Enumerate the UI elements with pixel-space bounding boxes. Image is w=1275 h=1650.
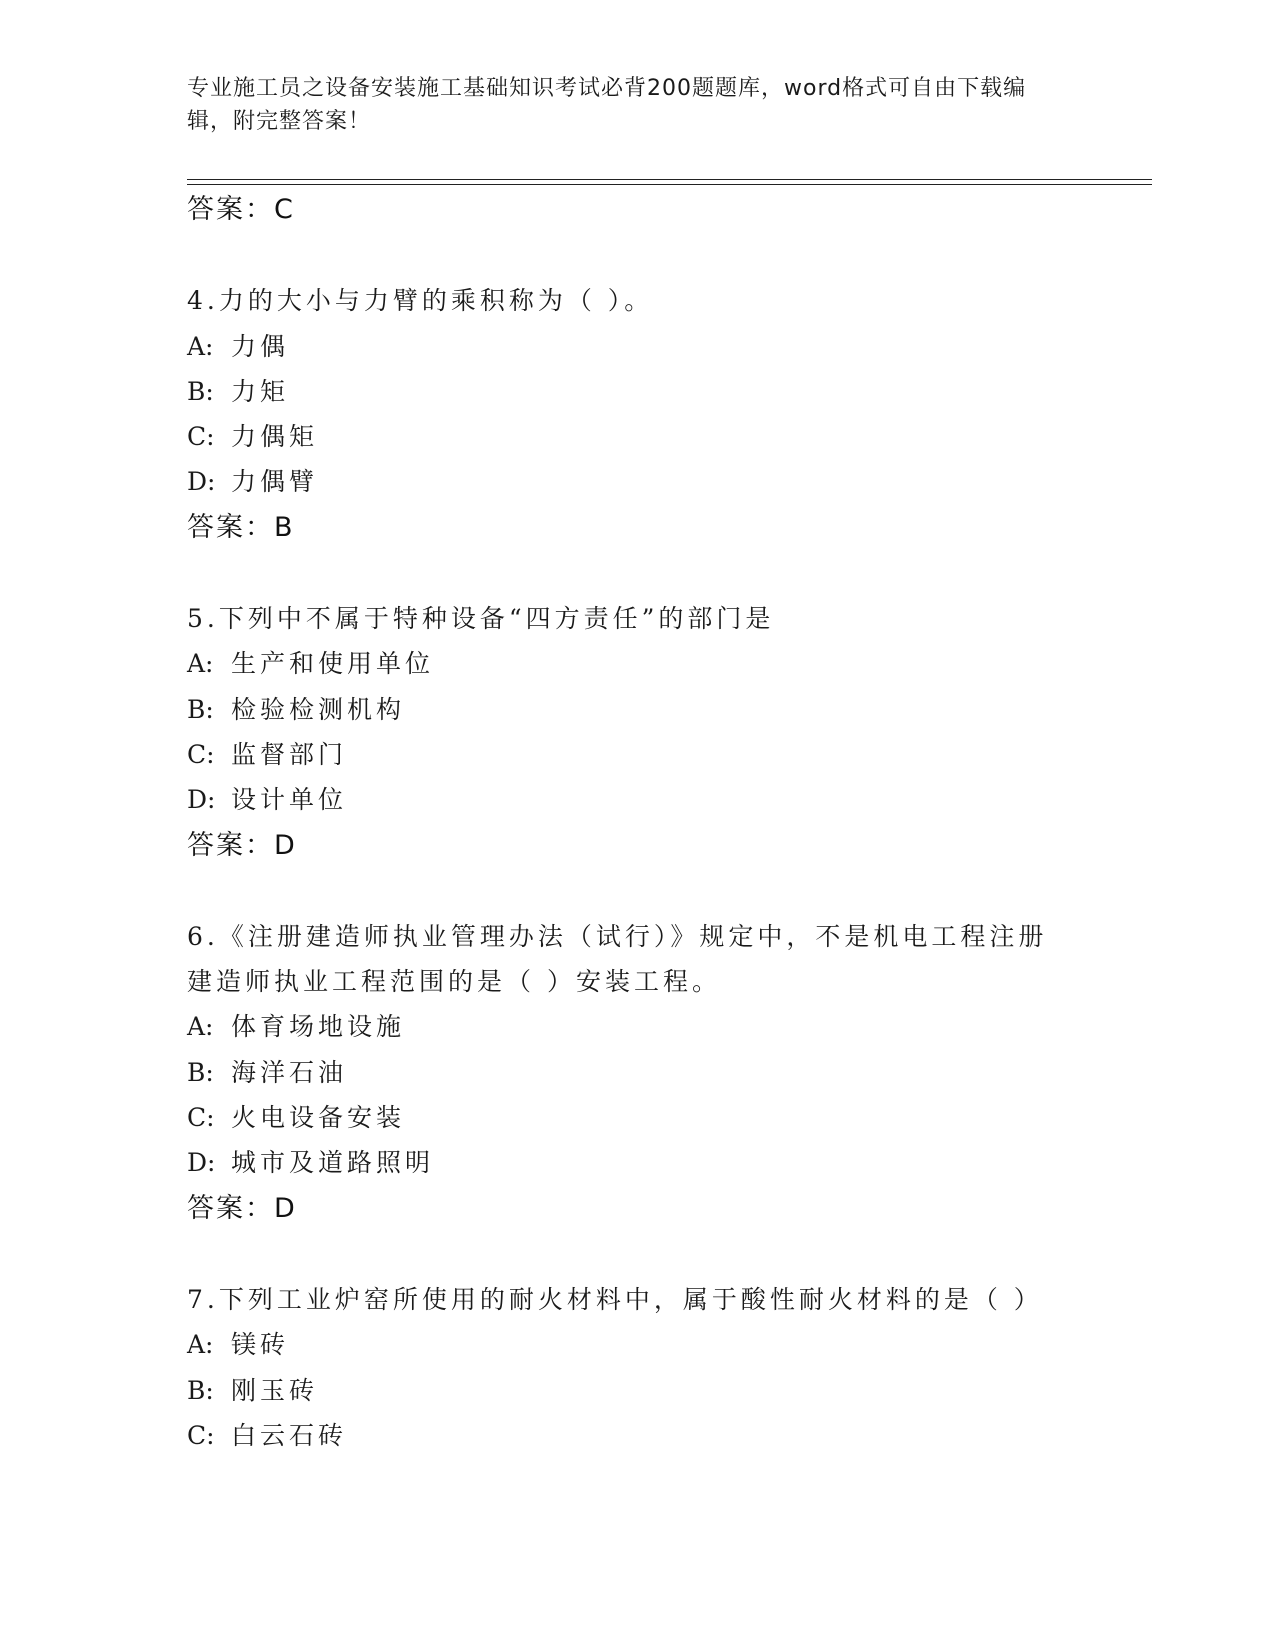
option-text: 火电设备安装	[231, 1103, 406, 1133]
option-letter: B:	[187, 1375, 214, 1405]
question-stem: 4.力的大小与力臂的乘积称为（ ）。	[187, 286, 654, 316]
option-c	[187, 732, 1147, 777]
question-stem-continued: 建造师执业工程范围的是（ ）安装工程。	[187, 967, 721, 997]
question-stem: 6.《注册建造师执业管理办法（试行）》规定中，不是机电工程注册	[187, 921, 1048, 951]
spacer	[187, 550, 1147, 596]
spacer	[187, 1231, 1147, 1277]
question-block-4	[187, 278, 1147, 550]
option-text: 检验检测机构	[231, 694, 406, 724]
answer-line: 答案：B	[187, 511, 295, 543]
option-letter: A:	[187, 649, 214, 679]
option-letter: A:	[187, 331, 214, 361]
option-letter: D:	[187, 467, 216, 497]
option-b	[187, 687, 1147, 732]
option-a	[187, 1322, 1147, 1367]
option-letter: C:	[187, 739, 215, 769]
question-block-5	[187, 596, 1147, 868]
answer-line: 答案：D	[187, 829, 297, 861]
question-stem: 7.下列工业炉窑所使用的耐火材料中，属于酸性耐火材料的是（ ）	[187, 1284, 1043, 1314]
option-letter: B:	[187, 1057, 214, 1087]
question-list	[187, 187, 1147, 1458]
option-c	[187, 414, 1147, 459]
option-text: 生产和使用单位	[231, 649, 435, 679]
option-text: 刚玉砖	[231, 1375, 319, 1405]
option-d	[187, 777, 1147, 822]
option-c	[187, 1095, 1147, 1140]
option-letter: B:	[187, 376, 214, 406]
option-a	[187, 324, 1147, 369]
option-text: 力偶矩	[231, 422, 319, 452]
option-text: 海洋石油	[231, 1057, 348, 1087]
question-block-7	[187, 1277, 1147, 1458]
question-stem: 5.下列中不属于特种设备“四方责任”的部门是	[187, 604, 775, 634]
spacer	[187, 232, 1147, 278]
option-letter: C:	[187, 1103, 215, 1133]
option-b	[187, 1050, 1147, 1095]
option-text: 力偶	[231, 331, 290, 361]
page-header-title: 专业施工员之设备安装施工基础知识考试必背200题题库，word格式可自由下载编辑，附完整答案！	[187, 76, 1027, 134]
question-block-6	[187, 914, 1147, 1231]
option-text: 体育场地设施	[231, 1012, 406, 1042]
option-a	[187, 641, 1147, 686]
option-c	[187, 1413, 1147, 1458]
option-text: 镁砖	[231, 1330, 290, 1360]
answer-line: 答案：D	[187, 1192, 297, 1224]
header-divider-bottom	[187, 184, 1152, 185]
option-text: 力偶臂	[231, 467, 319, 497]
previous-answer: 答案：C	[187, 194, 295, 225]
option-b	[187, 1368, 1147, 1413]
option-d	[187, 459, 1147, 504]
option-text: 设计单位	[231, 785, 348, 815]
option-letter: D:	[187, 1148, 216, 1178]
option-b	[187, 369, 1147, 414]
option-letter: B:	[187, 694, 214, 724]
header-divider-top	[187, 179, 1152, 180]
option-letter: D:	[187, 785, 216, 815]
option-letter: A:	[187, 1330, 214, 1360]
option-a	[187, 1004, 1147, 1049]
option-letter: A:	[187, 1012, 214, 1042]
spacer	[187, 868, 1147, 914]
option-letter: C:	[187, 422, 215, 452]
option-d	[187, 1140, 1147, 1185]
option-text: 力矩	[231, 376, 290, 406]
option-letter: C:	[187, 1420, 215, 1450]
option-text: 城市及道路照明	[231, 1148, 435, 1178]
option-text: 白云石砖	[231, 1420, 348, 1450]
option-text: 监督部门	[231, 739, 348, 769]
